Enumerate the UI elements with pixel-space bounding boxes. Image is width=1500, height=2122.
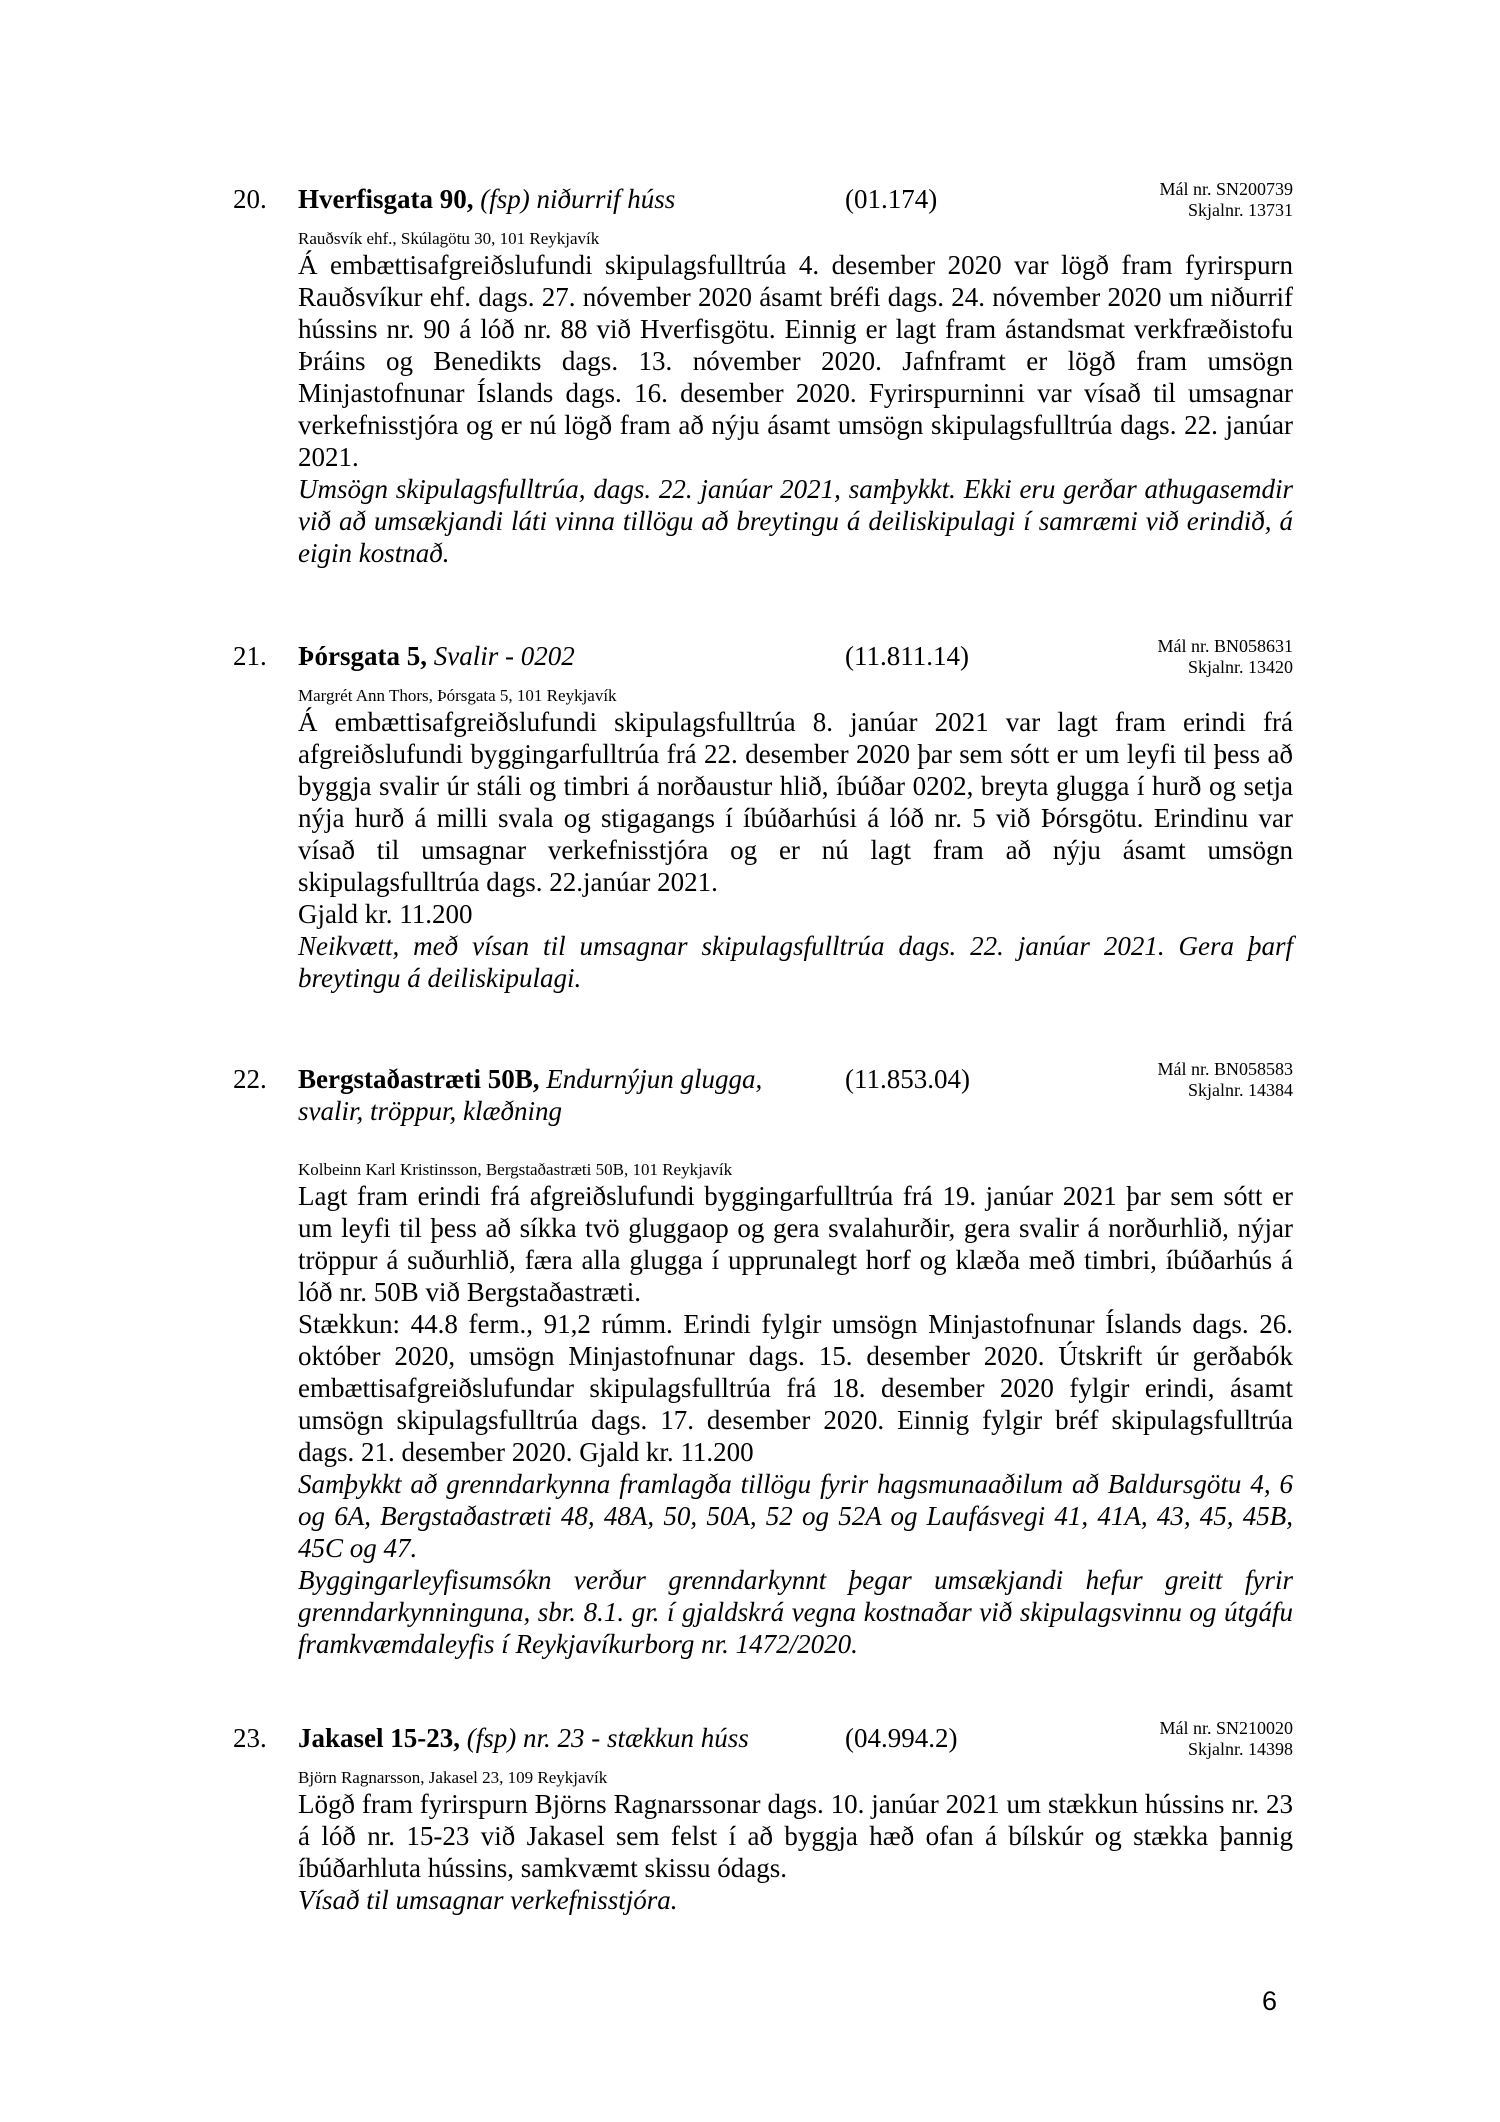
item-title: [298, 1722, 798, 1754]
item-applicant: Kolbeinn Karl Kristinsson, Bergstaðastræti 50B, 101 Reykjavík: [298, 1160, 733, 1179]
case-number: Mál nr. BN058631: [1157, 636, 1293, 656]
item-street: Jakasel 15-23,: [298, 1723, 460, 1753]
item-property-code: (04.994.2): [845, 1723, 958, 1753]
item-paragraph: Á embættisafgreiðslufundi skipulagsfulltrúa 4. desember 2020 var lögð fram fyrirspurn Rauðsvíkur ehf. dags. 27. nóvember 2020 ásamt bréfi dags. 24. nóvember 2020 um niðurrif hússins nr. 90 á lóð nr. 88 við Hverfisgötu. Einnig er lagt fram ástandsmat verkfræðistofu Þráins og Benedikts dags. 13. nóvember 2020. Jafnframt er lögð fram umsögn Minjastofnunar Íslands dags. 16. desember 2020. Fyrirspurninni var vísað til umsagnar verkefnisstjóra og er nú lögð fram að nýju ásamt umsögn skipulagsfulltrúa dags. 22. janúar 2021.: [298, 250, 1293, 472]
item-paragraph: Lögð fram fyrirspurn Björns Ragnarssonar dags. 10. janúar 2021 um stækkun hússins nr. 23 á lóð nr. 15-23 við Jakasel sem felst í að byggja hæð ofan á bílskúr og stækka þannig íbúðarhluta hússins, samkvæmt skissu ódags.: [298, 1789, 1293, 1883]
document-number: Skjalnr. 13731: [1187, 200, 1293, 220]
item-conclusion: Byggingarleyfisumsókn verður grenndarkynnt þegar umsækjandi hefur greitt fyrir grenndarkynninguna, sbr. 8.1. gr. í gjaldskrá vegna kostnaðar við skipulagsvinnu og útgáfu framkvæmdaleyfis í Reykjavíkurborg nr. 1472/2020.: [298, 1565, 1293, 1659]
page-number: 6: [1262, 1986, 1278, 2016]
item-street: Hverfisgata 90,: [298, 184, 474, 214]
item-street: Þórsgata 5,: [298, 641, 427, 671]
case-number: Mál nr. BN058583: [1157, 1059, 1293, 1079]
item-property-code: (11.811.14): [845, 641, 969, 671]
item-number: 23.: [233, 1723, 267, 1753]
item-body: [298, 1788, 1293, 1916]
item-title: [298, 183, 798, 215]
item-applicant: Rauðsvík ehf., Skúlagötu 30, 101 Reykjavík: [298, 229, 600, 248]
item-number: 20.: [233, 184, 267, 214]
item-conclusion: Vísað til umsagnar verkefnisstjóra.: [298, 1885, 678, 1915]
document-number: Skjalnr. 14384: [1187, 1080, 1293, 1100]
item-fee: Gjald kr. 11.200: [298, 899, 473, 929]
item-subject: Svalir - 0202: [433, 641, 575, 671]
item-title: [298, 640, 798, 672]
item-paragraph: Lagt fram erindi frá afgreiðslufundi byggingarfulltrúa frá 19. janúar 2021 þar sem sótt er um leyfi til þess að síkka tvö gluggaop og gera svalahurðir, gera svalir á norðurhlið, nýjar tröppur á suðurhlið, færa alla glugga í upprunalegt horf og klæða með timbri, íbúðarhús á lóð nr. 50B við Bergstaðastræti.: [298, 1181, 1293, 1307]
item-number: 21.: [233, 641, 267, 671]
document-number: Skjalnr. 14398: [1187, 1739, 1293, 1759]
item-property-code: (01.174): [845, 184, 938, 214]
item-street: Bergstaðastræti 50B,: [298, 1064, 540, 1094]
item-case-info: [1159, 1718, 1293, 1760]
item-applicant: Björn Ragnarsson, Jakasel 23, 109 Reykjavík: [298, 1768, 608, 1787]
item-property-code: (11.853.04): [845, 1064, 970, 1094]
item-applicant: Margrét Ann Thors, Þórsgata 5, 101 Reykjavík: [298, 686, 617, 705]
item-conclusion: Umsögn skipulagsfulltrúa, dags. 22. janúar 2021, samþykkt. Ekki eru gerðar athugasemdir við að umsækjandi láti vinna tillögu að breytingu á deiliskipulagi í samræmi við erindið, á eigin kostnað.: [298, 474, 1293, 568]
document-number: Skjalnr. 13420: [1187, 657, 1293, 677]
item-conclusion: Samþykkt að grenndarkynna framlagða tillögu fyrir hagsmunaaðilum að Baldursgötu 4, 6 og 6A, Bergstaðastræti 48, 48A, 50, 50A, 52 og 52A og Laufásvegi 41, 41A, 43, 45, 45B, 45C og 47.: [298, 1469, 1293, 1563]
item-case-info: [1159, 179, 1293, 221]
item-body: [298, 706, 1293, 994]
item-conclusion: Neikvætt, með vísan til umsagnar skipulagsfulltrúa dags. 22. janúar 2021. Gera þarf breytingu á deiliskipulagi.: [298, 931, 1293, 993]
item-paragraph: Stækkun: 44.8 ferm., 91,2 rúmm. Erindi fylgir umsögn Minjastofnunar Íslands dags. 26. október 2020, umsögn Minjastofnunar dags. 15. desember 2020. Útskrift úr gerðabók embættisafgreiðslufundar skipulagsfulltrúa frá 18. desember 2020 fylgir erindi, ásamt umsögn skipulagsfulltrúa dags. 17. desember 2020. Einnig fylgir bréf skipulagsfulltrúa dags. 21. desember 2020. Gjald kr. 11.200: [298, 1309, 1293, 1467]
item-case-info: [1157, 636, 1293, 678]
item-paragraph: Á embættisafgreiðslufundi skipulagsfulltrúa 8. janúar 2021 var lagt fram erindi frá afgreiðslufundi byggingarfulltrúa frá 22. desember 2020 þar sem sótt er um leyfi til þess að byggja svalir úr stáli og timbri á norðaustur hlið, íbúðar 0202, breyta glugga í hurð og setja nýja hurð á milli svala og stigagangs í íbúðarhúsi á lóð nr. 5 við Þórsgötu. Erindinu var vísað til umsagnar verkefnisstjóra og er nú lagt fram að nýju ásamt umsögn skipulagsfulltrúa dags. 22.janúar 2021.: [298, 707, 1293, 897]
item-subject: Endurnýjun glugga, svalir, tröppur, klæðning: [298, 1064, 763, 1126]
case-number: Mál nr. SN210020: [1159, 1718, 1293, 1738]
item-title: [298, 1063, 828, 1127]
case-number: Mál nr. SN200739: [1159, 179, 1293, 199]
item-subject: (fsp) nr. 23 - stækkun húss: [466, 1723, 749, 1753]
item-body: [298, 1180, 1293, 1660]
item-subject: (fsp) niðurrif húss: [480, 184, 676, 214]
item-body: [298, 249, 1293, 569]
item-case-info: [1157, 1059, 1293, 1101]
item-number: 22.: [233, 1064, 267, 1094]
